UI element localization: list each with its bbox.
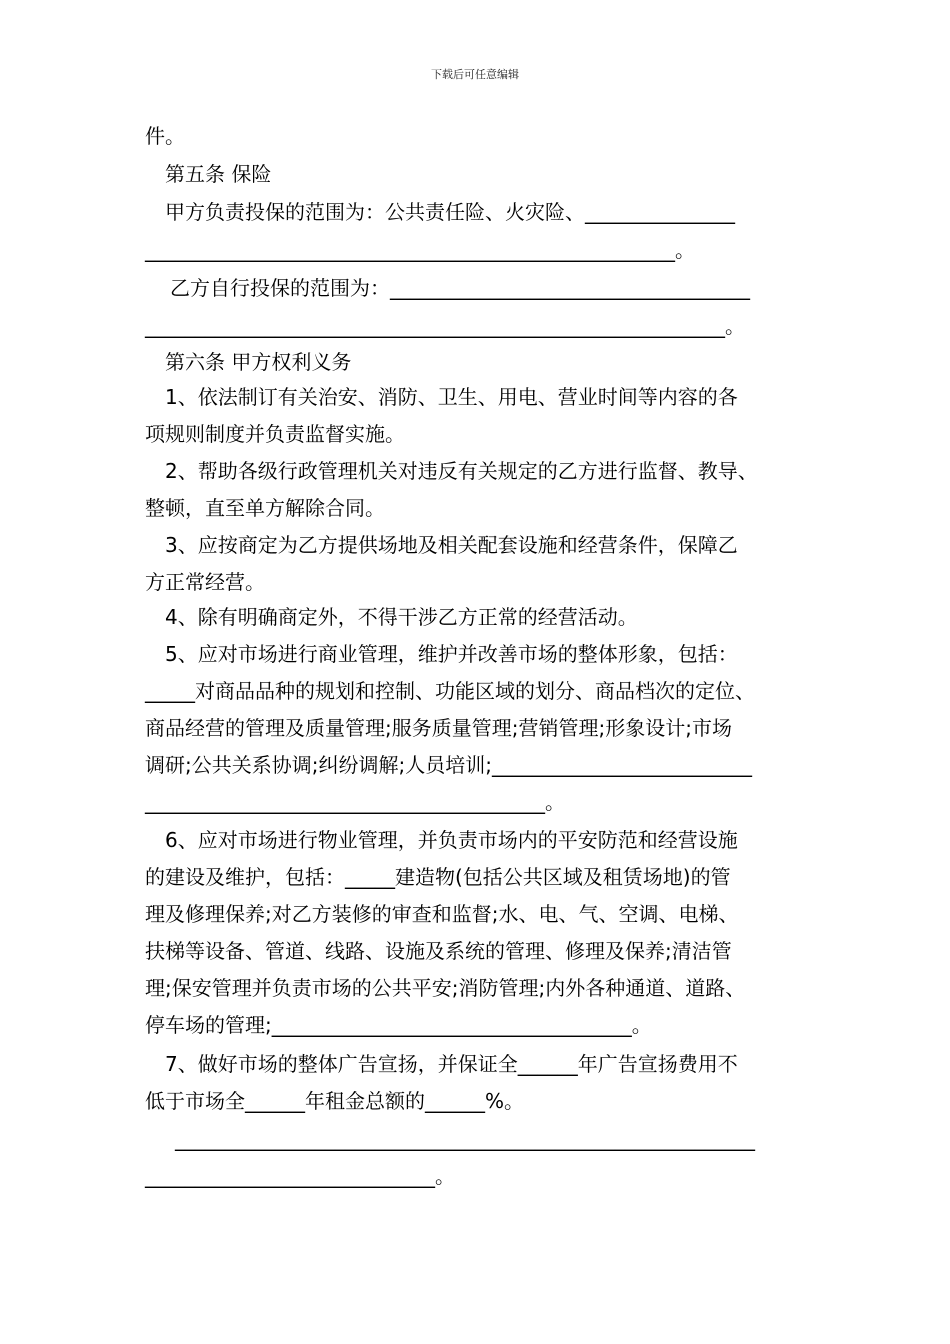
text-line: 4、除有明确商定外，不得干涉乙方正常的经营活动。	[165, 605, 638, 629]
text-line: 项规则制度并负责监督实施。	[145, 422, 405, 446]
text-line: 1、依法制订有关治安、消防、卫生、用电、营业时间等内容的各	[165, 385, 738, 409]
text-line: _____对商品品种的规划和控制、功能区域的划分、商品档次的定位、	[145, 679, 755, 703]
text-line: 件。	[145, 124, 185, 148]
text-line: 商品经营的管理及质量管理;服务质量管理;营销管理;形象设计;市场	[145, 716, 732, 740]
text-line: 3、应按商定为乙方提供场地及相关配套设施和经营条件，保障乙	[165, 533, 738, 557]
page-header-note: 下载后可任意编辑	[431, 68, 519, 81]
text-line: 整顿，直至单方解除合同。	[145, 496, 385, 520]
text-line: 7、做好市场的整体广告宣扬，并保证全______年广告宣扬费用不	[165, 1052, 738, 1076]
section-heading-6: 第六条 甲方权利义务	[165, 350, 352, 374]
text-line: 调研;公共关系协调;纠纷调解;人员培训;__________________________	[145, 753, 752, 777]
text-line: 5、应对市场进行商业管理，维护并改善市场的整体形象，包括：	[165, 642, 738, 666]
text-line: _____________________________。	[145, 1164, 455, 1188]
text-line: 甲方负责投保的范围为：公共责任险、火灾险、_______________	[165, 200, 735, 224]
text-line: 6、应对市场进行物业管理，并负责市场内的平安防范和经营设施	[165, 828, 738, 852]
text-line: 2、帮助各级行政管理机关对违反有关规定的乙方进行监督、教导、	[165, 459, 758, 483]
text-line: 的建设及维护，包括：_____建造物(包括公共区域及租赁场地)的管	[145, 865, 731, 889]
text-line: 方正常经营。	[145, 570, 265, 594]
text-line: 低于市场全______年租金总额的______%。	[145, 1089, 525, 1113]
section-heading-5: 第五条 保险	[165, 162, 272, 186]
text-line: 理及修理保养;对乙方装修的审查和监督;水、电、气、空调、电梯、	[145, 902, 739, 926]
text-line: __________________________________________________________。	[145, 314, 745, 338]
text-line: ________________________________________。	[145, 790, 565, 814]
text-line: 停车场的管理;____________________________________。	[145, 1013, 652, 1037]
text-line: 乙方自行投保的范围为：____________________________________	[170, 276, 750, 300]
text-line: _____________________________________________________。	[145, 238, 695, 262]
text-line: 理;保安管理并负责市场的公共平安;消防管理;内外各种通道、道路、	[145, 976, 746, 1000]
text-line: 扶梯等设备、管道、线路、设施及系统的管理、修理及保养;清洁管	[145, 939, 732, 963]
text-line: __________________________________________________________	[175, 1127, 755, 1151]
